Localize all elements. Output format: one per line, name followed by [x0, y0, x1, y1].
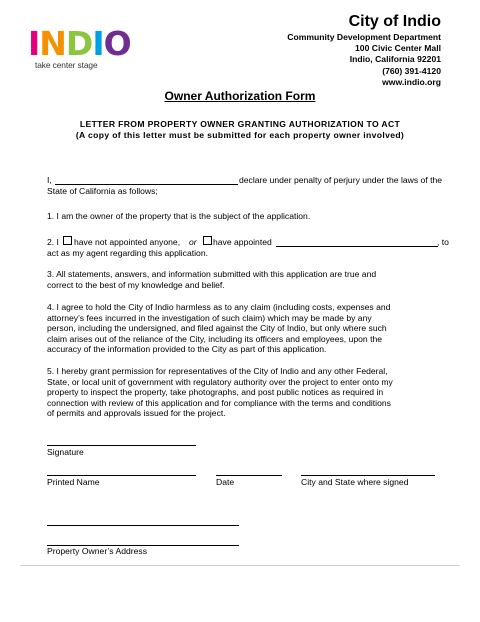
- date-label: Date: [216, 477, 235, 487]
- phone-number: (760) 391-4120: [382, 65, 441, 76]
- item-4-line-2: attorney’s fees incurred in the investigation of such claim) which may be made by any: [47, 312, 372, 323]
- indio-wordmark: [28, 26, 138, 60]
- logo-letter-i: I: [28, 26, 40, 60]
- item-5-line-2: State, or local unit of government with regulatory authority over the project to enter onto my: [47, 376, 393, 387]
- city-state-signed-label: City and State where signed: [301, 477, 409, 487]
- logo-letter-o: O: [103, 26, 131, 60]
- item-3-line-2: correct to the best of my knowledge and belief.: [47, 279, 225, 290]
- appointed-label: have appointed: [213, 237, 272, 247]
- printed-name-field[interactable]: [47, 475, 196, 476]
- printed-name-label: Printed Name: [47, 477, 100, 487]
- item-3-line-1: 3. All statements, answers, and information submitted with this application are true and: [47, 269, 377, 279]
- or-text: or: [189, 237, 197, 247]
- department-name: Community Development Department: [287, 32, 441, 42]
- item-2-start: 2. I: [47, 237, 59, 247]
- page-divider: [20, 565, 460, 566]
- declarant-name-field[interactable]: [55, 184, 238, 185]
- logo-letter-i2: I: [92, 26, 104, 60]
- item-5-line-1: 5. I hereby grant permission for representatives of the City of Indio and any other Federal,: [47, 366, 388, 376]
- item-4-line-1: 4. I agree to hold the City of Indio harmless as to any claim (including costs, expenses and: [47, 302, 391, 312]
- city-state-signed-field[interactable]: [301, 475, 435, 476]
- item-5-line-5: of permits and approvals issued for the project.: [47, 408, 226, 419]
- city-state-zip: Indio, California 92201: [349, 54, 441, 65]
- item-4-line-3: person, including the undersigned, and filed against the City of Indio, but only where such: [47, 323, 387, 334]
- item-1-text: 1. I am the owner of the property that is the subject of the application.: [47, 211, 311, 221]
- item-4-line-5: accuracy of the information provided to the City as part of this application.: [47, 344, 327, 355]
- item-2-line-2: act as my agent regarding this application.: [47, 248, 208, 258]
- signature-field[interactable]: [47, 445, 196, 446]
- city-title: City of Indio: [348, 13, 441, 30]
- item-5-line-4: connection with review of this application and for compliance with the terms and conditions: [47, 397, 391, 408]
- logo-letter-n: N: [39, 26, 66, 60]
- declaration-line-2: State of California as follows;: [47, 186, 158, 196]
- declaration-suffix: declare under penalty of perjury under the laws of the: [239, 175, 443, 185]
- form-title: Owner Authorization Form: [164, 89, 316, 103]
- agent-name-field[interactable]: [276, 246, 438, 247]
- item-4-line-4: claim arises out of the reliance of the City, including its officers and employees, upon the: [47, 333, 383, 344]
- date-field[interactable]: [216, 475, 282, 476]
- form-subtitle: LETTER FROM PROPERTY OWNER GRANTING AUTHORIZATION TO ACT: [79, 119, 401, 129]
- logo-tagline: take center stage: [35, 60, 98, 70]
- appointed-checkbox[interactable]: [203, 236, 212, 245]
- svg-text:INDIO: [28, 26, 131, 60]
- owner-address-label: Property Owner’s Address: [47, 546, 147, 556]
- item-2-end: , to: [437, 237, 449, 247]
- not-appointed-label: have not appointed anyone,: [74, 237, 181, 247]
- street-address: 100 Civic Center Mall: [355, 43, 441, 54]
- signature-label: Signature: [47, 447, 84, 457]
- not-appointed-checkbox[interactable]: [63, 236, 72, 245]
- logo-letter-d: D: [65, 26, 93, 60]
- department-header: [287, 12, 441, 88]
- item-5-line-3: property to inspect the property, take photographs, and post public notices as required in: [47, 387, 384, 398]
- owner-address-field-line-1[interactable]: [47, 525, 239, 526]
- form-subtitle-note: (A copy of this letter must be submitted for each property owner involved): [75, 130, 405, 140]
- website[interactable]: www.indio.org: [382, 76, 441, 87]
- declaration-prefix: I,: [47, 175, 52, 185]
